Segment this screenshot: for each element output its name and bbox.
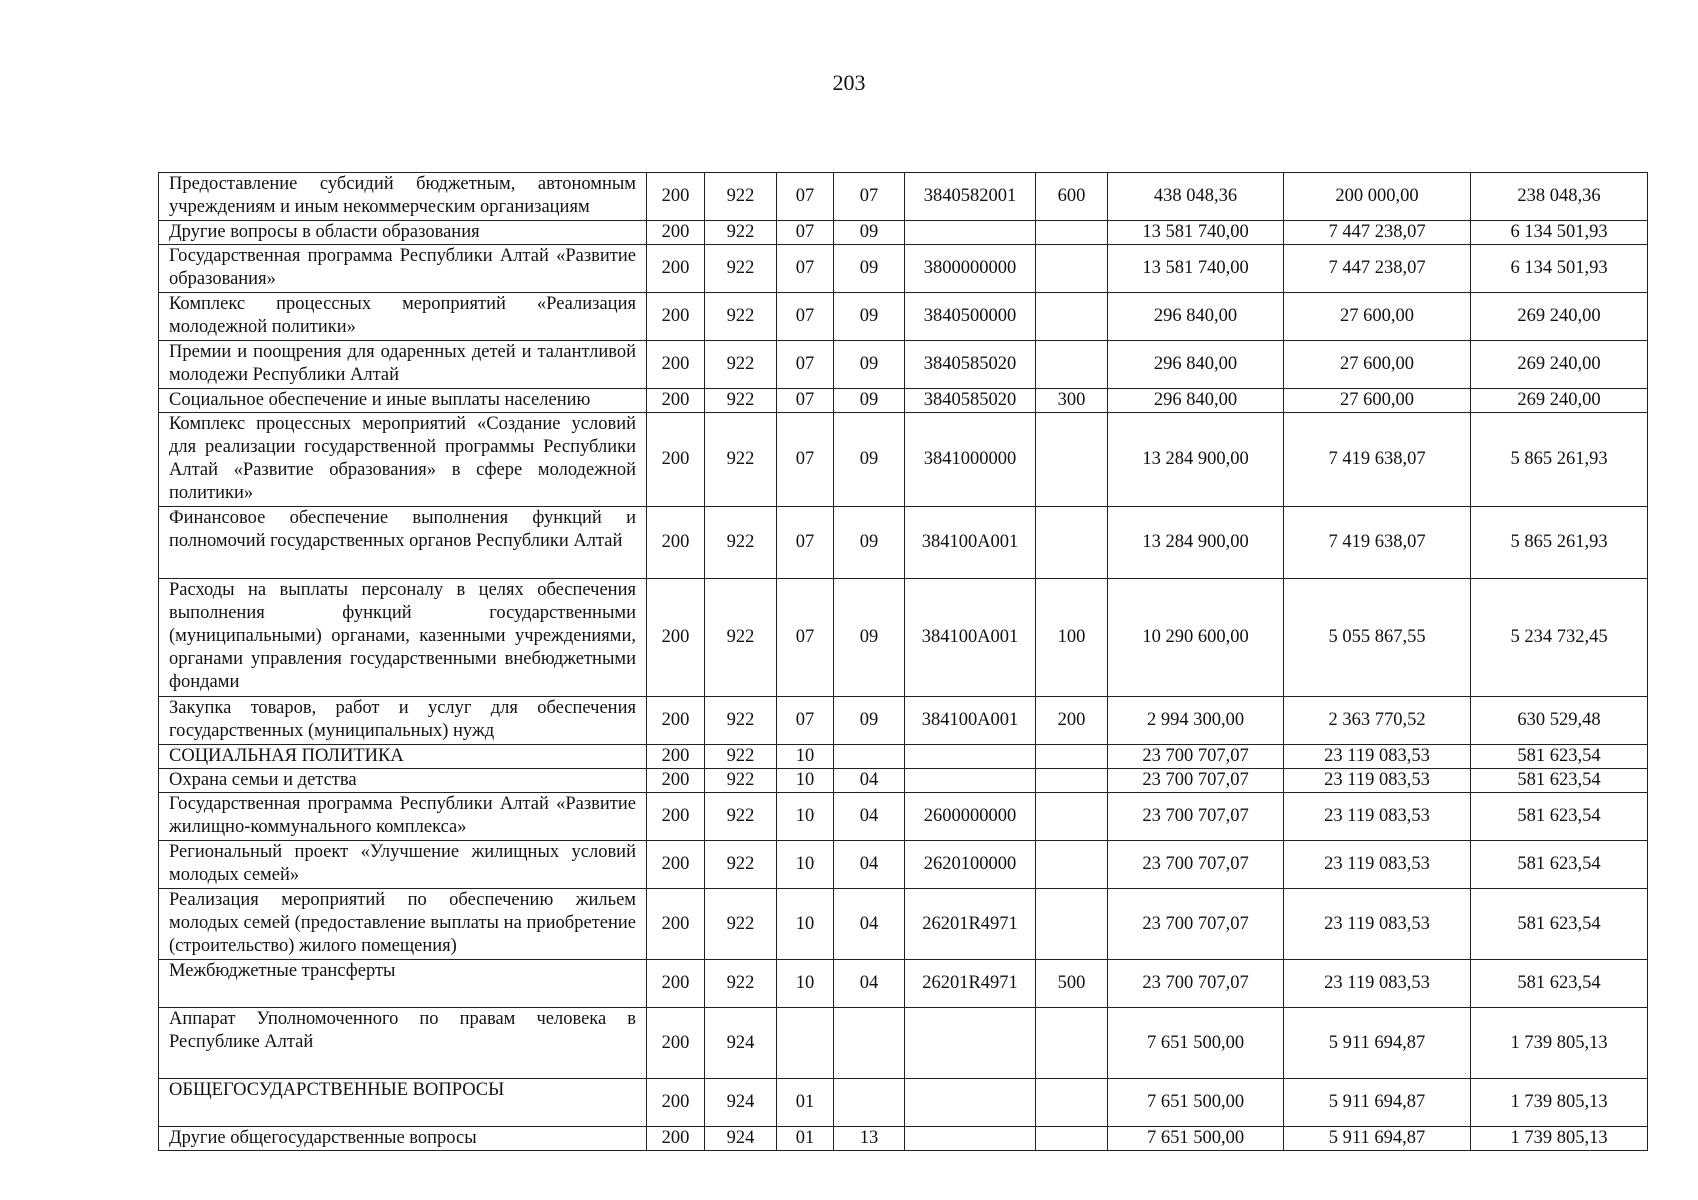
code-gov-chapter: 924 (705, 1008, 777, 1079)
code-section: 10 (777, 793, 834, 841)
code-expense-type: 300 (1036, 389, 1108, 413)
value-planned: 438 048,36 (1108, 173, 1284, 221)
code-subsection: 09 (834, 413, 905, 507)
value-executed: 7 419 638,07 (1284, 413, 1471, 507)
code-section: 10 (777, 889, 834, 960)
code-gov-chapter: 924 (705, 1127, 777, 1151)
code-target-article: 26201R4971 (905, 889, 1036, 960)
code-ministry-chapter: 200 (647, 793, 705, 841)
code-expense-type (1036, 793, 1108, 841)
code-gov-chapter: 922 (705, 745, 777, 769)
table-body (159, 173, 1648, 1151)
row-name: Комплекс процессных мероприятий «Реализация молодежной политики» (159, 293, 647, 341)
code-ministry-chapter: 200 (647, 1008, 705, 1079)
value-remaining: 581 623,54 (1471, 769, 1648, 793)
code-section: 07 (777, 293, 834, 341)
code-ministry-chapter: 200 (647, 389, 705, 413)
code-target-article (905, 1127, 1036, 1151)
table-row (159, 293, 1648, 341)
value-executed: 23 119 083,53 (1284, 960, 1471, 1008)
code-ministry-chapter: 200 (647, 221, 705, 245)
value-remaining: 5 865 261,93 (1471, 507, 1648, 579)
code-ministry-chapter: 200 (647, 293, 705, 341)
code-expense-type (1036, 889, 1108, 960)
code-gov-chapter: 922 (705, 507, 777, 579)
code-target-article: 384100А001 (905, 697, 1036, 745)
code-expense-type (1036, 293, 1108, 341)
code-expense-type (1036, 341, 1108, 389)
value-planned: 13 284 900,00 (1108, 507, 1284, 579)
code-target-article (905, 1008, 1036, 1079)
code-subsection: 04 (834, 841, 905, 889)
code-subsection: 09 (834, 245, 905, 293)
code-section: 07 (777, 221, 834, 245)
table-row (159, 221, 1648, 245)
table-row (159, 1079, 1648, 1127)
value-executed: 200 000,00 (1284, 173, 1471, 221)
code-target-article (905, 221, 1036, 245)
code-section (777, 1008, 834, 1079)
value-remaining: 581 623,54 (1471, 960, 1648, 1008)
code-subsection: 04 (834, 889, 905, 960)
code-expense-type (1036, 1008, 1108, 1079)
code-subsection: 07 (834, 173, 905, 221)
table-row (159, 1008, 1648, 1079)
value-planned: 10 290 600,00 (1108, 579, 1284, 697)
table-row (159, 245, 1648, 293)
row-name: ОБЩЕГОСУДАРСТВЕННЫЕ ВОПРОСЫ (159, 1079, 647, 1127)
table-row (159, 769, 1648, 793)
value-planned: 23 700 707,07 (1108, 745, 1284, 769)
code-target-article: 26201R4971 (905, 960, 1036, 1008)
code-subsection (834, 1008, 905, 1079)
code-ministry-chapter: 200 (647, 173, 705, 221)
value-executed: 23 119 083,53 (1284, 889, 1471, 960)
code-target-article: 2600000000 (905, 793, 1036, 841)
code-target-article: 3840585020 (905, 341, 1036, 389)
code-ministry-chapter: 200 (647, 697, 705, 745)
row-name: Другие общегосударственные вопросы (159, 1127, 647, 1151)
value-planned: 7 651 500,00 (1108, 1008, 1284, 1079)
value-planned: 2 994 300,00 (1108, 697, 1284, 745)
code-section: 07 (777, 341, 834, 389)
code-subsection (834, 1079, 905, 1127)
value-executed: 5 911 694,87 (1284, 1127, 1471, 1151)
code-gov-chapter: 922 (705, 221, 777, 245)
table-row (159, 960, 1648, 1008)
code-expense-type (1036, 1127, 1108, 1151)
code-expense-type (1036, 507, 1108, 579)
value-executed: 27 600,00 (1284, 389, 1471, 413)
value-executed: 23 119 083,53 (1284, 769, 1471, 793)
value-remaining: 581 623,54 (1471, 745, 1648, 769)
value-executed: 27 600,00 (1284, 341, 1471, 389)
code-subsection: 09 (834, 579, 905, 697)
value-remaining: 1 739 805,13 (1471, 1127, 1648, 1151)
row-name: СОЦИАЛЬНАЯ ПОЛИТИКА (159, 745, 647, 769)
code-ministry-chapter: 200 (647, 507, 705, 579)
row-name: Государственная программа Республики Алтай «Развитие жилищно-коммунального комплекса» (159, 793, 647, 841)
value-planned: 23 700 707,07 (1108, 841, 1284, 889)
row-name: Премии и поощрения для одаренных детей и талантливой молодежи Республики Алтай (159, 341, 647, 389)
value-planned: 23 700 707,07 (1108, 793, 1284, 841)
value-executed: 23 119 083,53 (1284, 745, 1471, 769)
code-subsection: 09 (834, 389, 905, 413)
code-ministry-chapter: 200 (647, 413, 705, 507)
value-executed: 5 911 694,87 (1284, 1079, 1471, 1127)
code-ministry-chapter: 200 (647, 960, 705, 1008)
code-section: 10 (777, 769, 834, 793)
code-expense-type (1036, 245, 1108, 293)
code-gov-chapter: 922 (705, 173, 777, 221)
row-name: Комплекс процессных мероприятий «Создание условий для реализации государственной программы Республики Алтай «Развитие образования» в сфере молодежной политики» (159, 413, 647, 507)
code-subsection: 09 (834, 507, 905, 579)
value-remaining: 630 529,48 (1471, 697, 1648, 745)
value-planned: 296 840,00 (1108, 293, 1284, 341)
table-row (159, 1127, 1648, 1151)
code-expense-type: 200 (1036, 697, 1108, 745)
value-planned: 23 700 707,07 (1108, 769, 1284, 793)
value-remaining: 269 240,00 (1471, 293, 1648, 341)
code-section: 01 (777, 1127, 834, 1151)
code-ministry-chapter: 200 (647, 769, 705, 793)
code-expense-type (1036, 841, 1108, 889)
code-ministry-chapter: 200 (647, 245, 705, 293)
code-gov-chapter: 922 (705, 579, 777, 697)
code-ministry-chapter: 200 (647, 1127, 705, 1151)
code-gov-chapter: 922 (705, 960, 777, 1008)
value-remaining: 5 234 732,45 (1471, 579, 1648, 697)
code-subsection (834, 745, 905, 769)
value-remaining: 5 865 261,93 (1471, 413, 1648, 507)
table-row (159, 173, 1648, 221)
table-row (159, 507, 1648, 579)
code-target-article (905, 769, 1036, 793)
value-executed: 2 363 770,52 (1284, 697, 1471, 745)
value-executed: 7 447 238,07 (1284, 221, 1471, 245)
code-target-article: 384100А001 (905, 579, 1036, 697)
code-ministry-chapter: 200 (647, 579, 705, 697)
code-subsection: 09 (834, 341, 905, 389)
page-number: 203 (832, 70, 866, 95)
code-gov-chapter: 922 (705, 889, 777, 960)
row-name: Предоставление субсидий бюджетным, автономным учреждениям и иным некоммерческим организациям (159, 173, 647, 221)
code-section: 10 (777, 841, 834, 889)
value-remaining: 269 240,00 (1471, 341, 1648, 389)
value-executed: 7 447 238,07 (1284, 245, 1471, 293)
code-expense-type (1036, 1079, 1108, 1127)
code-expense-type (1036, 769, 1108, 793)
code-section: 10 (777, 960, 834, 1008)
code-section: 07 (777, 507, 834, 579)
table-row (159, 413, 1648, 507)
row-name: Охрана семьи и детства (159, 769, 647, 793)
row-name: Закупка товаров, работ и услуг для обеспечения государственных (муниципальных) нужд (159, 697, 647, 745)
code-target-article: 3841000000 (905, 413, 1036, 507)
value-executed: 27 600,00 (1284, 293, 1471, 341)
row-name: Реализация мероприятий по обеспечению жильем молодых семей (предоставление выплаты на приобретение (строительство) жилого помещения) (159, 889, 647, 960)
code-gov-chapter: 922 (705, 697, 777, 745)
code-subsection: 04 (834, 793, 905, 841)
code-ministry-chapter: 200 (647, 745, 705, 769)
code-subsection: 09 (834, 293, 905, 341)
code-subsection: 09 (834, 221, 905, 245)
table-row (159, 579, 1648, 697)
budget-table (158, 172, 1648, 1151)
code-target-article: 384100А001 (905, 507, 1036, 579)
code-section: 07 (777, 579, 834, 697)
value-planned: 7 651 500,00 (1108, 1079, 1284, 1127)
table-row (159, 745, 1648, 769)
code-section: 07 (777, 697, 834, 745)
code-expense-type (1036, 745, 1108, 769)
value-remaining: 581 623,54 (1471, 841, 1648, 889)
table-row (159, 341, 1648, 389)
code-target-article: 3800000000 (905, 245, 1036, 293)
code-expense-type (1036, 221, 1108, 245)
value-remaining: 238 048,36 (1471, 173, 1648, 221)
value-planned: 296 840,00 (1108, 341, 1284, 389)
value-remaining: 269 240,00 (1471, 389, 1648, 413)
value-planned: 7 651 500,00 (1108, 1127, 1284, 1151)
code-gov-chapter: 922 (705, 841, 777, 889)
value-remaining: 1 739 805,13 (1471, 1008, 1648, 1079)
value-planned: 13 581 740,00 (1108, 245, 1284, 293)
value-remaining: 581 623,54 (1471, 889, 1648, 960)
value-remaining: 6 134 501,93 (1471, 245, 1648, 293)
row-name: Расходы на выплаты персоналу в целях обеспечения выполнения функций государственными (муниципальными) органами, казенными учреждениями, органами управления государственными внебюджетными фондами (159, 579, 647, 697)
code-gov-chapter: 922 (705, 245, 777, 293)
code-gov-chapter: 922 (705, 293, 777, 341)
row-name: Финансовое обеспечение выполнения функций и полномочий государственных органов Республики Алтай (159, 507, 647, 579)
code-ministry-chapter: 200 (647, 841, 705, 889)
value-remaining: 581 623,54 (1471, 793, 1648, 841)
value-planned: 23 700 707,07 (1108, 960, 1284, 1008)
row-name: Региональный проект «Улучшение жилищных условий молодых семей» (159, 841, 647, 889)
code-gov-chapter: 922 (705, 341, 777, 389)
code-gov-chapter: 922 (705, 769, 777, 793)
value-executed: 7 419 638,07 (1284, 507, 1471, 579)
table-row (159, 793, 1648, 841)
value-planned: 296 840,00 (1108, 389, 1284, 413)
table-row (159, 889, 1648, 960)
code-ministry-chapter: 200 (647, 1079, 705, 1127)
code-section: 07 (777, 245, 834, 293)
row-name: Государственная программа Республики Алтай «Развитие образования» (159, 245, 647, 293)
code-subsection: 04 (834, 960, 905, 1008)
code-target-article: 2620100000 (905, 841, 1036, 889)
code-ministry-chapter: 200 (647, 889, 705, 960)
code-section: 07 (777, 173, 834, 221)
value-planned: 13 284 900,00 (1108, 413, 1284, 507)
row-name: Аппарат Уполномоченного по правам человека в Республике Алтай (159, 1008, 647, 1079)
code-target-article (905, 1079, 1036, 1127)
code-section: 10 (777, 745, 834, 769)
value-executed: 23 119 083,53 (1284, 841, 1471, 889)
code-ministry-chapter: 200 (647, 341, 705, 389)
code-target-article (905, 745, 1036, 769)
table-row (159, 389, 1648, 413)
code-section: 01 (777, 1079, 834, 1127)
code-target-article: 3840585020 (905, 389, 1036, 413)
code-subsection: 09 (834, 697, 905, 745)
code-section: 07 (777, 413, 834, 507)
row-name: Другие вопросы в области образования (159, 221, 647, 245)
value-remaining: 6 134 501,93 (1471, 221, 1648, 245)
code-expense-type (1036, 413, 1108, 507)
code-gov-chapter: 922 (705, 793, 777, 841)
code-gov-chapter: 922 (705, 413, 777, 507)
code-subsection: 13 (834, 1127, 905, 1151)
value-executed: 5 055 867,55 (1284, 579, 1471, 697)
value-planned: 23 700 707,07 (1108, 889, 1284, 960)
code-subsection: 04 (834, 769, 905, 793)
value-executed: 23 119 083,53 (1284, 793, 1471, 841)
code-section: 07 (777, 389, 834, 413)
row-name: Межбюджетные трансферты (159, 960, 647, 1008)
row-name: Социальное обеспечение и иные выплаты населению (159, 389, 647, 413)
code-target-article: 3840582001 (905, 173, 1036, 221)
table-row (159, 697, 1648, 745)
code-expense-type: 500 (1036, 960, 1108, 1008)
table-row (159, 841, 1648, 889)
code-expense-type: 100 (1036, 579, 1108, 697)
code-gov-chapter: 924 (705, 1079, 777, 1127)
value-planned: 13 581 740,00 (1108, 221, 1284, 245)
code-expense-type: 600 (1036, 173, 1108, 221)
code-gov-chapter: 922 (705, 389, 777, 413)
code-target-article: 3840500000 (905, 293, 1036, 341)
value-executed: 5 911 694,87 (1284, 1008, 1471, 1079)
value-remaining: 1 739 805,13 (1471, 1079, 1648, 1127)
